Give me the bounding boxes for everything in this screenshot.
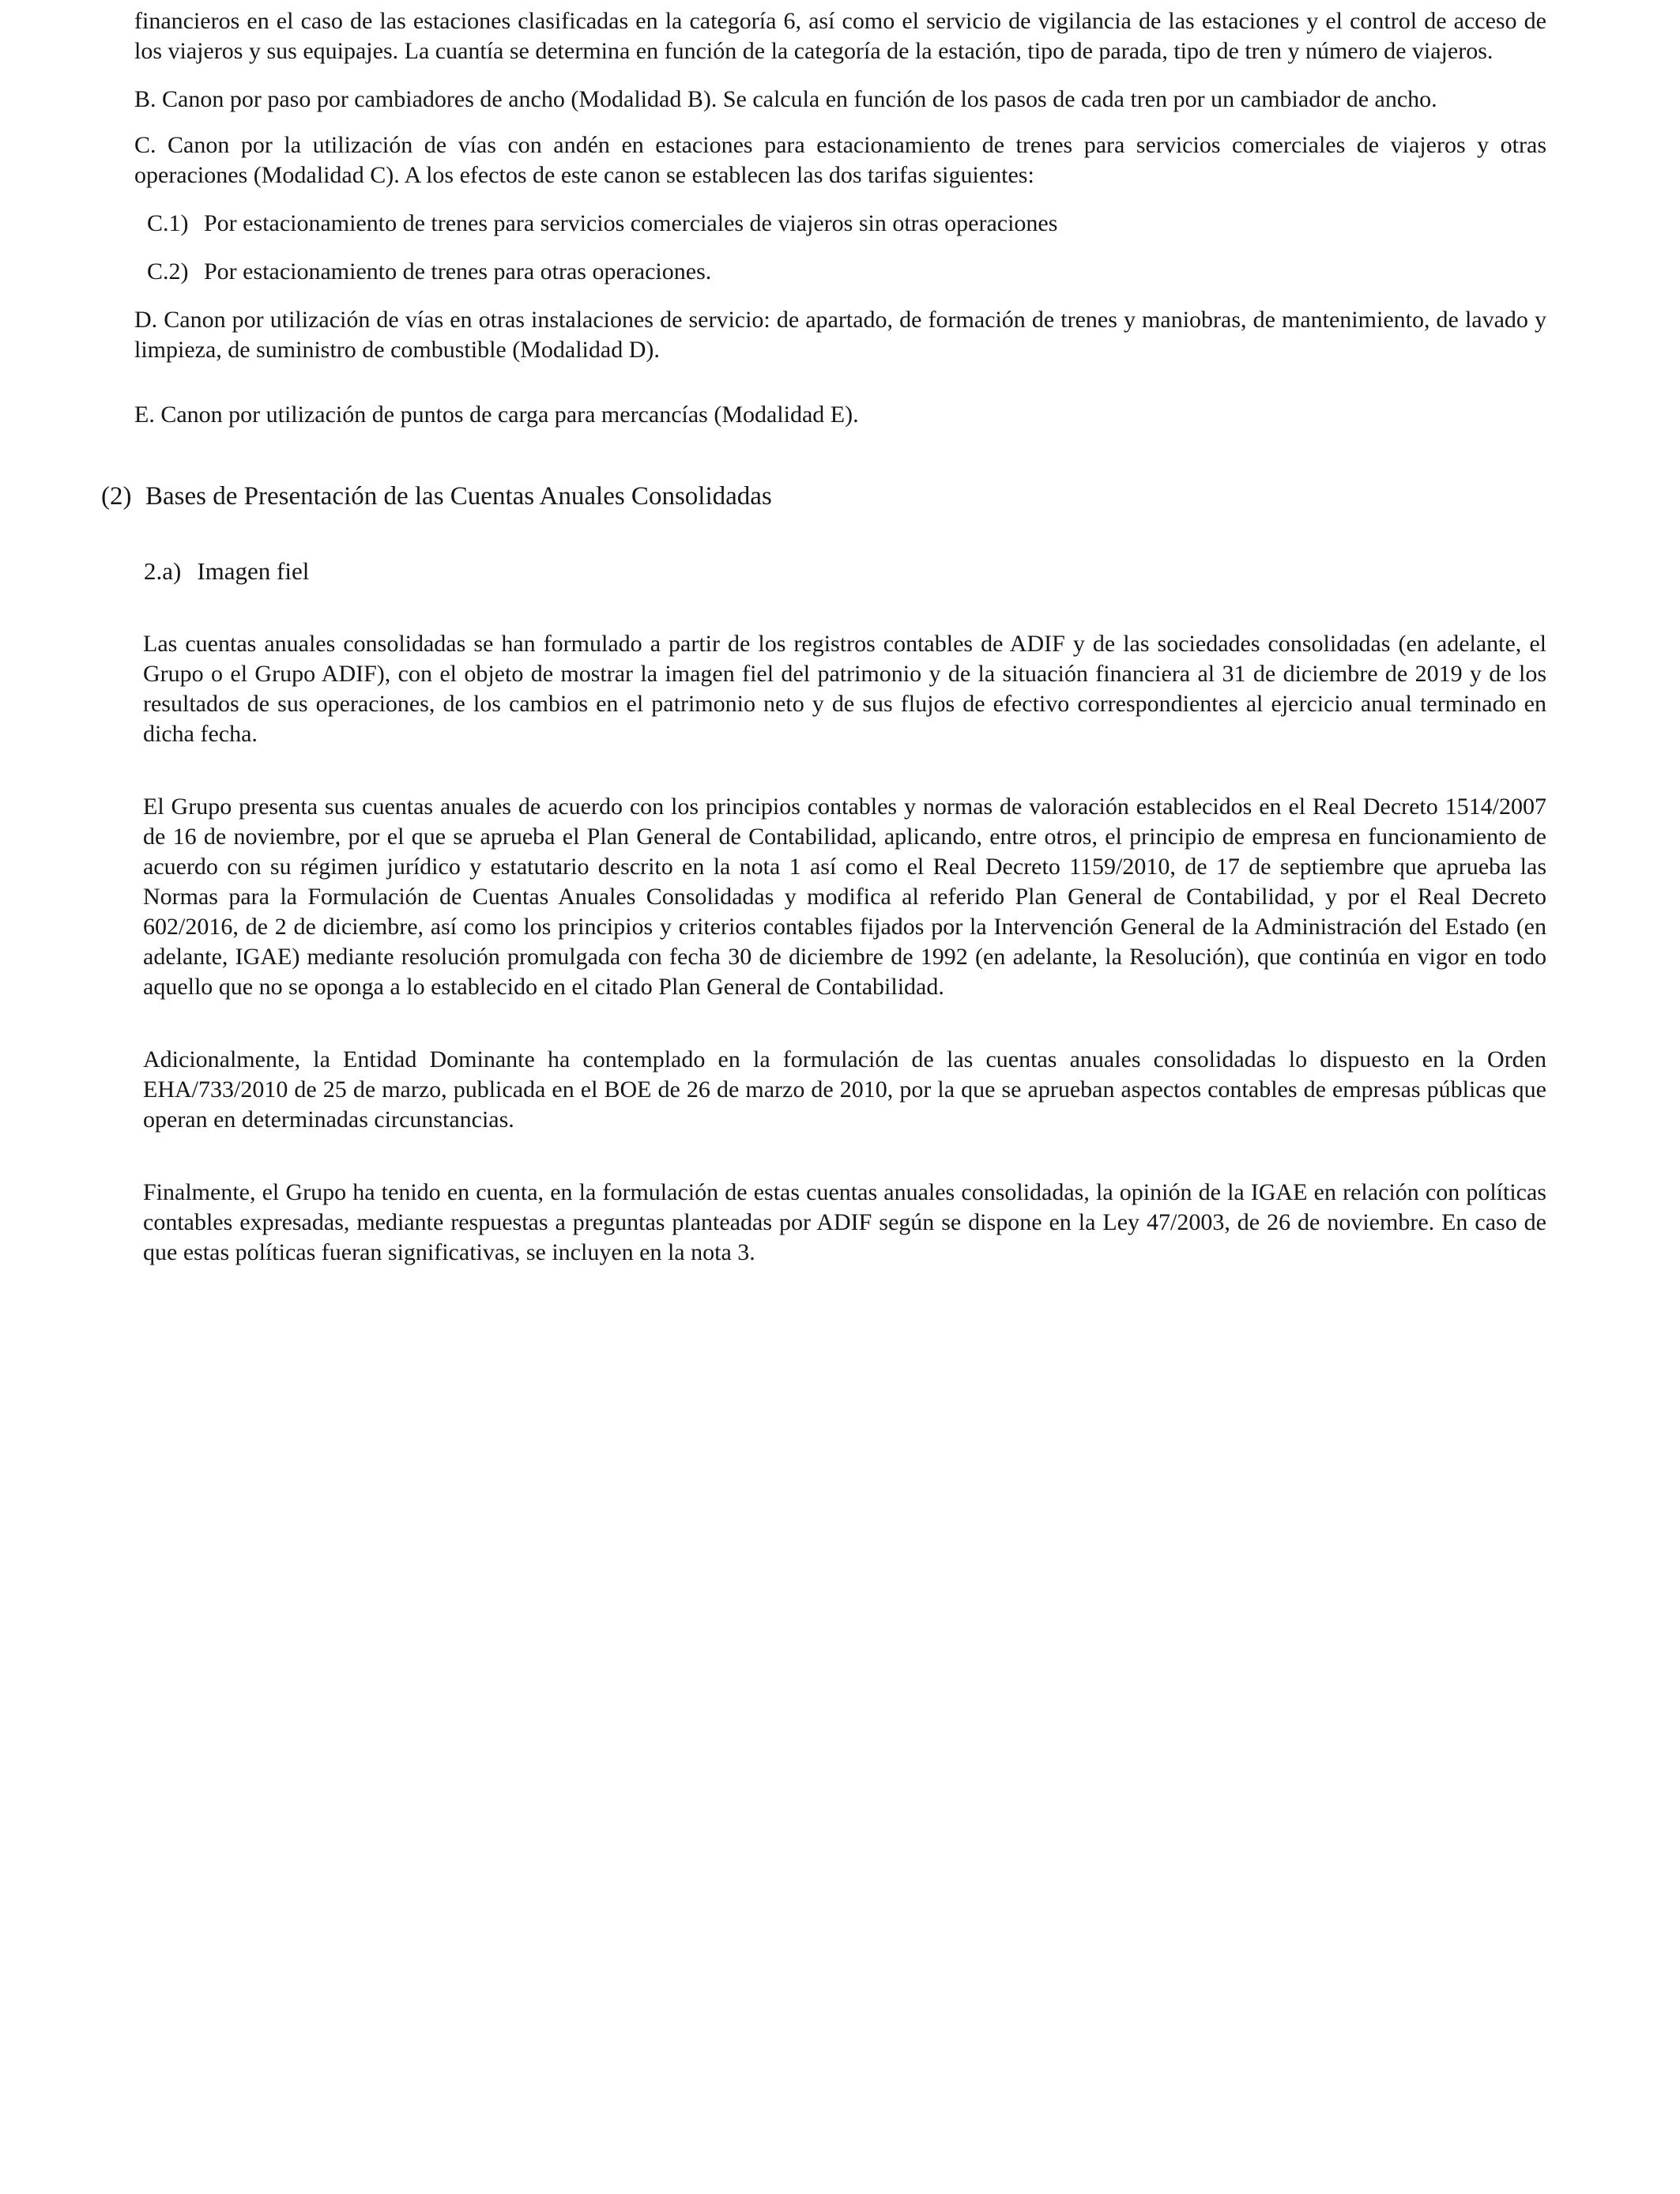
section-2-paragraph-4: Finalmente, el Grupo ha tenido en cuenta, en la formulación de estas cuentas anuales consolidadas, la opinión de la IGAE en relación con políticas contables expresadas, mediante respuestas a preguntas planteadas por ADIF según se dispone en la Ley 47/2003, de 26 de noviembre. En caso de que estas políticas fueran significativas, se incluyen en la nota 3. — [143, 1179, 1546, 1265]
subsection-2a-title: Imagen fiel — [197, 557, 310, 585]
list-item-c1-text: Por estacionamiento de trenes para servicios comerciales de viajeros sin otras operaciones — [204, 210, 1058, 236]
intro-paragraph: financieros en el caso de las estaciones clasificadas en la categoría 6, así como el servicio de vigilancia de las estaciones y el control de acceso de los viajeros y sus equipajes. La cuantía se determina en función de la categoría de la estación, tipo de parada, tipo de tren y número de viajeros. — [134, 8, 1546, 64]
section-2-paragraph-2: El Grupo presenta sus cuentas anuales de acuerdo con los principios contables y normas de valoración establecidos en el Real Decreto 1514/2007 de 16 de noviembre, por el que se aprueba el Plan General de Contabilidad, aplicando, entre otros, el principio de empresa en funcionamiento de acuerdo con su régimen jurídico y estatutario descrito en la nota 1 así como el Real Decreto 1159/2010, de 17 de septiembre que aprueba las Normas para la Formulación de Cuentas Anuales Consolidadas y modifica al referido Plan General de Contabilidad, y por el Real Decreto 602/2016, de 2 de diciembre, así como los principios y criterios contables fijados por la Intervención General de la Administración del Estado (en adelante, IGAE) mediante resolución promulgada con fecha 30 de diciembre de 1992 (en adelante, la Resolución), que continúa en vigor en todo aquello que no se oponga a lo establecido en el citado Plan General de Contabilidad. — [143, 794, 1546, 1000]
section-2-number: (2) — [101, 482, 132, 511]
section-2-paragraph-1: Las cuentas anuales consolidadas se han formulado a partir de los registros contables de ADIF y de las sociedades consolidadas (en adelante, el Grupo o el Grupo ADIF), con el objeto de mostrar la imagen fiel del patrimonio y de la situación financiera al 31 de diciembre de 2019 y de los resultados de sus operaciones, de los cambios en el patrimonio neto y de sus flujos de efectivo correspondientes al ejercicio anual terminado en dicha fecha. — [143, 631, 1546, 747]
list-item-c2-label: C.2) — [147, 258, 189, 285]
section-2-paragraph-3: Adicionalmente, la Entidad Dominante ha contemplado en la formulación de las cuentas anuales consolidadas lo dispuesto en la Orden EHA/733/2010 de 25 de marzo, publicada en el BOE de 26 de marzo de 2010, por la que se aprueban aspectos contables de empresas públicas que operan en determinadas circunstancias. — [143, 1046, 1546, 1133]
subsection-2a-label: 2.a) — [144, 557, 182, 585]
canon-item-c: C. Canon por la utilización de vías con andén en estaciones para estacionamiento de trenes para servicios comerciales de viajeros y otras operaciones (Modalidad C). A los efectos de este canon se establecen las dos tarifas siguientes: — [134, 132, 1546, 188]
list-item-c1-label: C.1) — [147, 210, 189, 236]
list-item-c2-text: Por estacionamiento de trenes para otras operaciones. — [204, 258, 712, 285]
canon-item-b: B. Canon por paso por cambiadores de ancho (Modalidad B). Se calcula en función de los pasos de cada tren por un cambiador de ancho. — [134, 86, 1437, 112]
list-item-c2 — [147, 257, 1546, 287]
section-2-body — [134, 586, 1546, 1268]
canon-item-d: D. Canon por utilización de vías en otras instalaciones de servicio: de apartado, de formación de trenes y maniobras, de mantenimiento, de lavado y limpieza, de suministro de combustible (Modalidad D). — [134, 307, 1546, 363]
section-2-title: Bases de Presentación de las Cuentas Anuales Consolidadas — [145, 482, 772, 511]
section-2-heading — [101, 481, 1546, 512]
canon-item-e: E. Canon por utilización de puntos de carga para mercancías (Modalidad E). — [134, 401, 859, 428]
list-item-c1 — [147, 209, 1546, 239]
subsection-2a-heading — [144, 556, 1546, 586]
